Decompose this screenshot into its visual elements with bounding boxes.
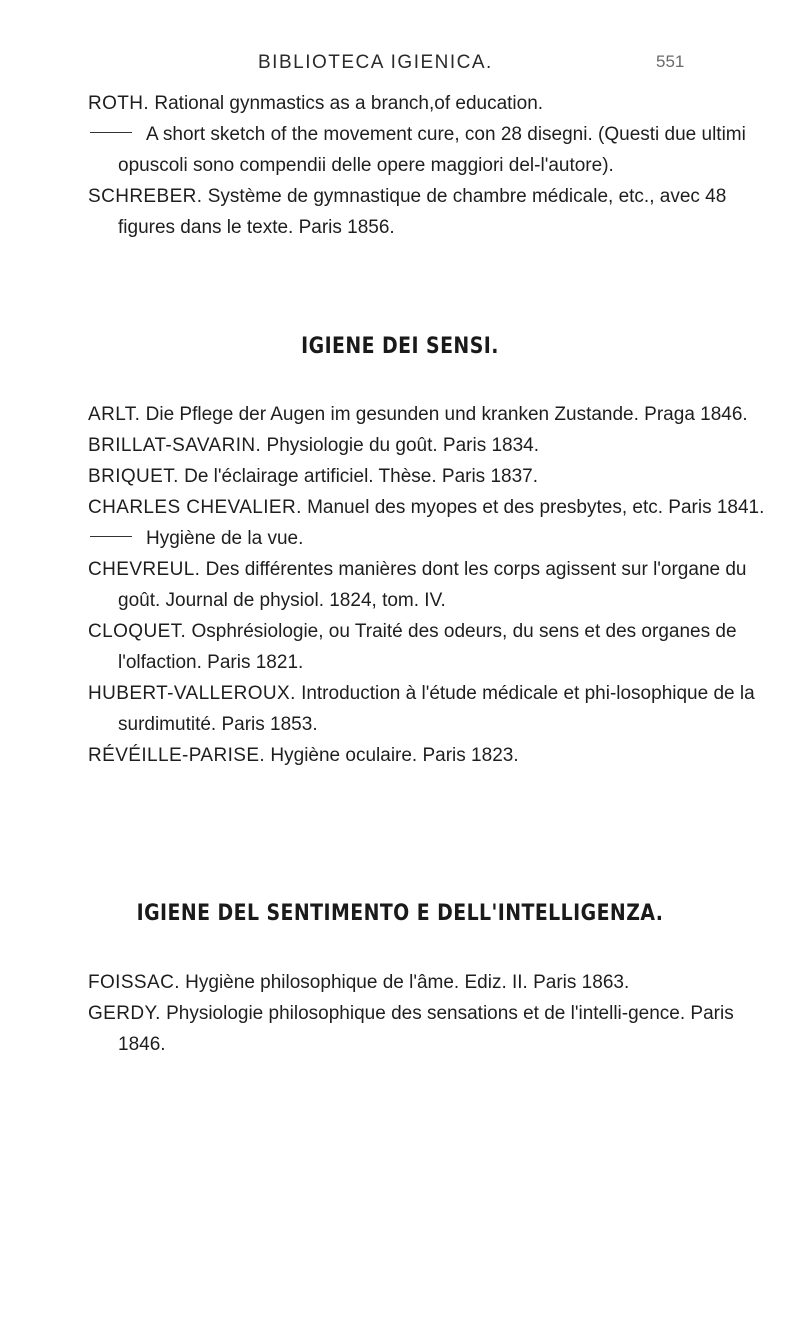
entry-author: FOISSAC. — [88, 972, 180, 993]
section-entries-senses — [0, 399, 800, 771]
bibliography-entry — [0, 616, 800, 678]
ditto-dash — [90, 132, 132, 133]
entry-text: Osphrésiologie, ou Traité des odeurs, du sens et des organes de l'olfaction. Paris 1821. — [118, 621, 737, 673]
page-number: 551 — [656, 52, 685, 71]
entry-text: Système de gymnastique de chambre médicale, etc., avec 48 figures dans le texte. Paris 1856. — [118, 186, 727, 238]
bibliography-entry — [0, 740, 800, 771]
bibliography-entry — [0, 998, 800, 1060]
bibliography-entry — [0, 554, 800, 616]
entry-author: SCHREBER. — [88, 186, 203, 207]
ditto-dash — [90, 536, 132, 537]
top-entries — [0, 88, 800, 243]
entry-text: Hygiène de la vue. — [146, 528, 304, 549]
entry-text: Physiologie du goût. Paris 1834. — [266, 435, 540, 456]
entry-text: A short sketch of the movement cure, con 28 disegni. (Questi due ultimi opuscoli sono compendii delle opere maggiori del-l'autore). — [118, 124, 746, 176]
entry-author: CHARLES CHEVALIER. — [88, 497, 302, 518]
entry-text: Introduction à l'étude médicale et phi-losophique de la surdimutité. Paris 1853. — [118, 683, 755, 735]
section-heading: IGIENE DEL SENTIMENTO E DELL'INTELLIGENZA. — [136, 901, 664, 926]
entry-author: CHEVREUL. — [88, 559, 201, 580]
bibliography-entry — [0, 523, 800, 554]
running-header — [0, 52, 800, 82]
entry-author: BRILLAT-SAVARIN. — [88, 435, 262, 456]
bibliography-entry — [0, 678, 800, 740]
bibliography-entry — [0, 181, 800, 243]
entry-text: Des différentes manières dont les corps agissent sur l'organe du goût. Journal de physiol. 1824, tom. IV. — [118, 559, 747, 611]
bibliography-entry — [0, 492, 800, 523]
entry-text: Hygiène oculaire. Paris 1823. — [270, 745, 519, 766]
bibliography-entry — [0, 967, 800, 998]
bibliography-entry — [0, 119, 800, 181]
section-heading: IGIENE DEI SENSI. — [301, 334, 499, 359]
entry-text: De l'éclairage artificiel. Thèse. Paris 1837. — [184, 466, 539, 487]
entry-author: RÉVÉILLE-PARISE. — [88, 745, 266, 766]
entry-author: BRIQUET. — [88, 466, 179, 487]
entry-text: Manuel des myopes et des presbytes, etc. Paris 1841. — [307, 497, 765, 518]
bibliography-entry — [0, 399, 800, 430]
entry-author: CLOQUET. — [88, 621, 187, 642]
entry-text: Rational gynmastics as a branch,of education. — [154, 93, 544, 114]
bibliography-entry — [0, 88, 800, 119]
entry-text: Die Pflege der Augen im gesunden und kranken Zustande. Praga 1846. — [145, 404, 748, 425]
bibliography-entry — [0, 461, 800, 492]
entry-author: ARLT. — [88, 404, 141, 425]
entry-author: ROTH. — [88, 93, 150, 114]
entry-text: Hygiène philosophique de l'âme. Ediz. II. Paris 1863. — [185, 972, 630, 993]
running-title: BIBLIOTECA IGIENICA. — [258, 52, 493, 73]
entry-author: HUBERT-VALLEROUX. — [88, 683, 296, 704]
section-entries-intelligence — [0, 967, 800, 1060]
bibliography-entry — [0, 430, 800, 461]
entry-text: Physiologie philosophique des sensations et de l'intelli-gence. Paris 1846. — [118, 1003, 734, 1055]
entry-author: GERDY. — [88, 1003, 161, 1024]
